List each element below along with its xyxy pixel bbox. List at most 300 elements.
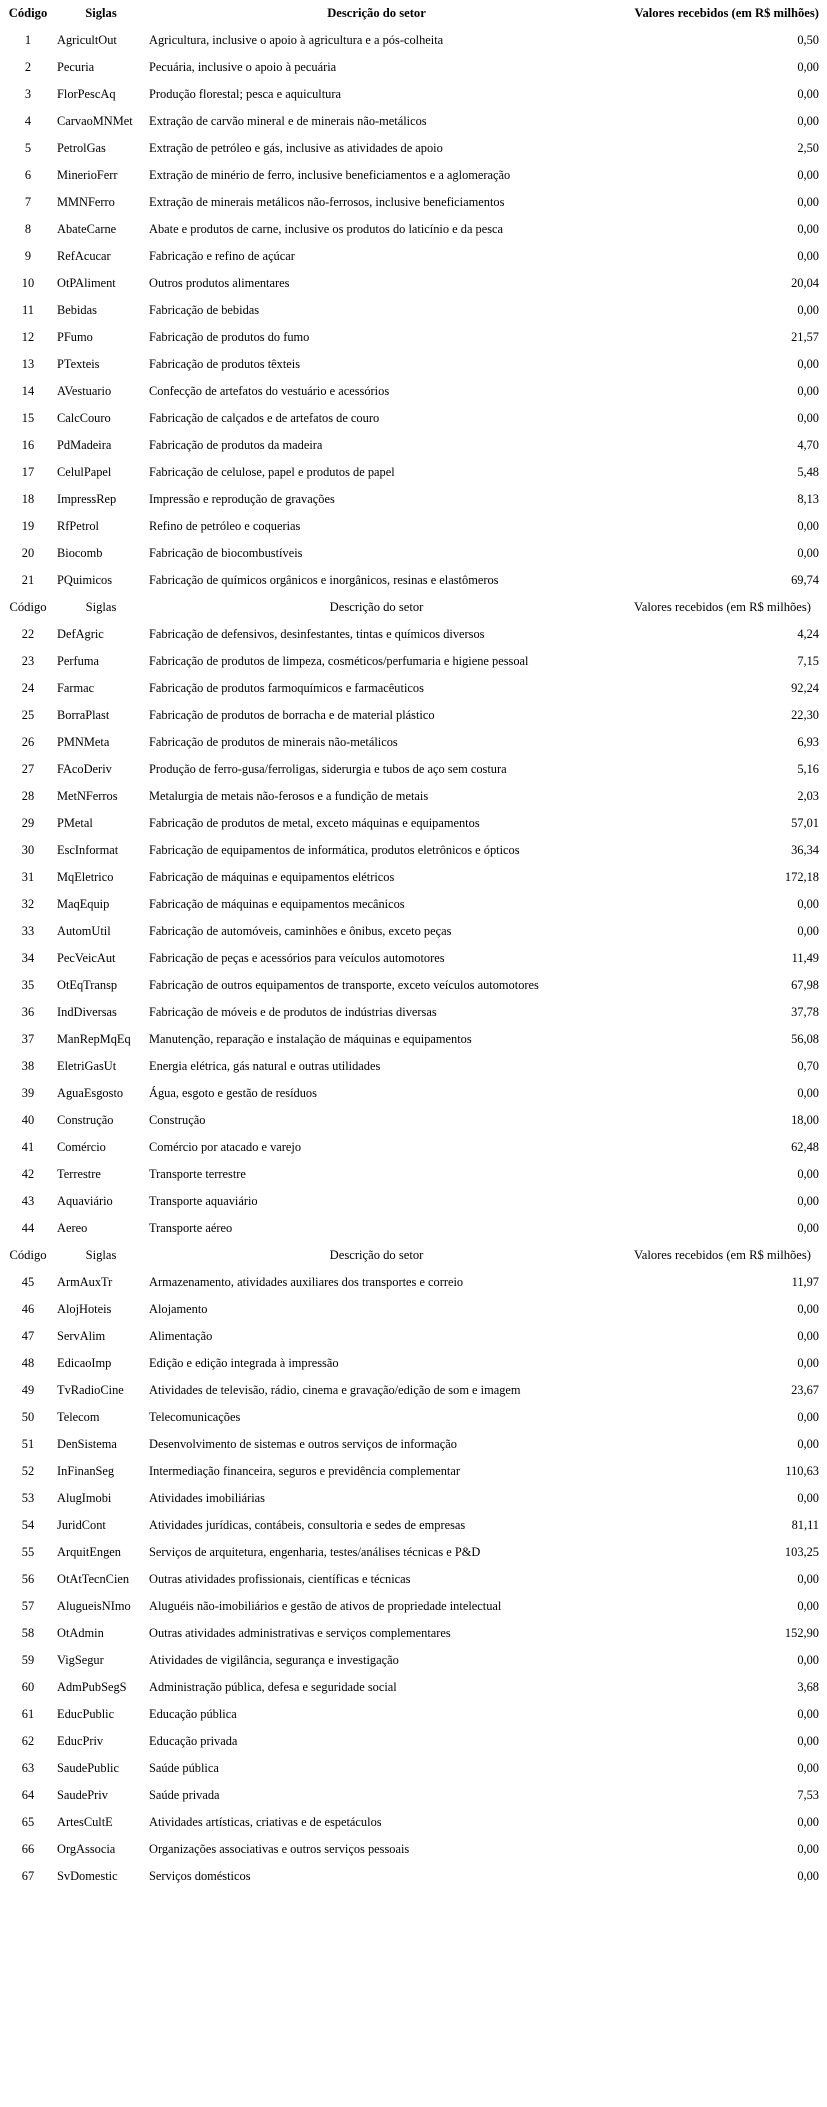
cell-value: 0,00 <box>797 1842 819 1856</box>
cell-description: Extração de petróleo e gás, inclusive as atividades de apoio <box>149 141 443 155</box>
cell-description: Fabricação de peças e acessórios para veículos automotores <box>149 951 445 965</box>
cell-code: 53 <box>21 1491 35 1505</box>
cell-description: Fabricação de móveis e de produtos de indústrias diversas <box>149 1005 437 1019</box>
table-row <box>0 1701 827 1728</box>
cell-description: Pecuária, inclusive o apoio à pecuária <box>149 60 337 74</box>
cell-description: Desenvolvimento de sistemas e outros serviços de informação <box>149 1437 457 1451</box>
cell-description: Alojamento <box>149 1302 208 1316</box>
cell-value: 5,16 <box>797 762 819 776</box>
cell-value: 0,00 <box>797 303 819 317</box>
cell-sigla: PetrolGas <box>57 141 106 155</box>
cell-code: 2 <box>24 60 32 74</box>
cell-value: 4,24 <box>797 627 819 641</box>
table-header-row <box>0 0 827 27</box>
cell-description: Extração de carvão mineral e de minerais não-metálicos <box>149 114 427 128</box>
cell-description: Saúde privada <box>149 1788 220 1802</box>
cell-value: 7,53 <box>797 1788 819 1802</box>
table-row <box>0 702 827 729</box>
table-row <box>0 783 827 810</box>
cell-description: Fabricação de produtos têxteis <box>149 357 301 371</box>
cell-description: Fabricação de calçados e de artefatos de couro <box>149 411 380 425</box>
cell-value: 0,00 <box>797 1572 819 1586</box>
cell-code: 15 <box>21 411 35 425</box>
cell-value: 3,68 <box>797 1680 819 1694</box>
cell-value: 2,03 <box>797 789 819 803</box>
cell-sigla: AguaEsgosto <box>57 1086 124 1100</box>
cell-description: Manutenção, reparação e instalação de máquinas e equipamentos <box>149 1032 472 1046</box>
cell-value: 0,00 <box>797 87 819 101</box>
cell-value: 21,57 <box>791 330 819 344</box>
cell-value: 0,00 <box>797 1761 819 1775</box>
cell-description: Metalurgia de metais não-ferosos e a fundição de metais <box>149 789 429 803</box>
cell-description: Abate e produtos de carne, inclusive os produtos do laticínio e da pesca <box>149 222 504 236</box>
cell-code: 26 <box>21 735 35 749</box>
cell-description: Fabricação de produtos da madeira <box>149 438 323 452</box>
cell-description: Fabricação de produtos de metal, exceto máquinas e equipamentos <box>149 816 480 830</box>
cell-value: 56,08 <box>791 1032 819 1046</box>
cell-value: 0,00 <box>797 1707 819 1721</box>
cell-value: 0,00 <box>797 1302 819 1316</box>
cell-sigla: ServAlim <box>57 1329 106 1343</box>
cell-sigla: ArmAuxTr <box>57 1275 113 1289</box>
cell-description: Transporte aquaviário <box>149 1194 258 1208</box>
cell-value: 37,78 <box>791 1005 819 1019</box>
table-row <box>0 1134 827 1161</box>
cell-value: 0,00 <box>797 411 819 425</box>
cell-code: 36 <box>21 1005 35 1019</box>
cell-sigla: FAcoDeriv <box>57 762 112 776</box>
cell-sigla: AutomUtil <box>57 924 111 938</box>
cell-sigla: AbateCarne <box>57 222 117 236</box>
cell-code: 22 <box>21 627 35 641</box>
cell-code: 3 <box>24 87 32 101</box>
cell-code: 29 <box>21 816 35 830</box>
header-description: Descrição do setor <box>329 600 424 614</box>
cell-sigla: OtAdmin <box>57 1626 104 1640</box>
cell-value: 69,74 <box>791 573 819 587</box>
cell-description: Fabricação de máquinas e equipamentos mecânicos <box>149 897 405 911</box>
cell-value: 0,00 <box>797 1221 819 1235</box>
cell-code: 14 <box>21 384 35 398</box>
cell-code: 16 <box>21 438 35 452</box>
cell-value: 92,24 <box>791 681 819 695</box>
cell-code: 50 <box>21 1410 35 1424</box>
table-row <box>0 270 827 297</box>
cell-sigla: SaudePublic <box>57 1761 119 1775</box>
cell-description: Outras atividades profissionais, científicas e técnicas <box>149 1572 411 1586</box>
cell-sigla: ManRepMqEq <box>57 1032 131 1046</box>
cell-code: 31 <box>21 870 35 884</box>
cell-sigla: Comércio <box>57 1140 106 1154</box>
cell-code: 45 <box>21 1275 35 1289</box>
cell-sigla: SaudePriv <box>57 1788 108 1802</box>
cell-value: 0,00 <box>797 1815 819 1829</box>
cell-code: 34 <box>21 951 35 965</box>
cell-value: 0,00 <box>797 195 819 209</box>
cell-value: 0,00 <box>797 1167 819 1181</box>
table-row <box>0 1647 827 1674</box>
cell-sigla: DenSistema <box>57 1437 117 1451</box>
header-code: Código <box>9 1248 47 1262</box>
cell-sigla: DefAgric <box>57 627 104 641</box>
table-row <box>0 1404 827 1431</box>
cell-description: Impressão e reprodução de gravações <box>149 492 335 506</box>
table-row <box>0 1323 827 1350</box>
cell-sigla: MMNFerro <box>57 195 115 209</box>
cell-code: 67 <box>21 1869 35 1883</box>
cell-sigla: MinerioFerr <box>57 168 118 182</box>
table-row <box>0 648 827 675</box>
cell-code: 54 <box>21 1518 35 1532</box>
cell-description: Confecção de artefatos do vestuário e acessórios <box>149 384 390 398</box>
cell-sigla: IndDiversas <box>57 1005 117 1019</box>
cell-description: Agricultura, inclusive o apoio à agricultura e a pós-colheita <box>149 33 444 47</box>
cell-value: 0,00 <box>797 1599 819 1613</box>
cell-sigla: OtEqTransp <box>57 978 118 992</box>
cell-value: 0,00 <box>797 1653 819 1667</box>
cell-description: Fabricação de biocombustíveis <box>149 546 303 560</box>
cell-code: 65 <box>21 1815 35 1829</box>
cell-description: Transporte aéreo <box>149 1221 233 1235</box>
cell-description: Outras atividades administrativas e serviços complementares <box>149 1626 451 1640</box>
cell-value: 62,48 <box>791 1140 819 1154</box>
cell-description: Água, esgoto e gestão de resíduos <box>149 1086 317 1100</box>
cell-code: 43 <box>21 1194 35 1208</box>
cell-description: Construção <box>149 1113 206 1127</box>
cell-description: Atividades de vigilância, segurança e investigação <box>149 1653 399 1667</box>
header-value: Valores recebidos (em R$ milhões) <box>634 6 819 20</box>
cell-sigla: SvDomestic <box>57 1869 118 1883</box>
cell-value: 36,34 <box>791 843 819 857</box>
table-header-row <box>0 1242 827 1269</box>
cell-description: Fabricação de equipamentos de informática, produtos eletrônicos e ópticos <box>149 843 520 857</box>
table-row <box>0 108 827 135</box>
cell-sigla: CarvaoMNMet <box>57 114 133 128</box>
cell-value: 0,00 <box>797 357 819 371</box>
cell-code: 30 <box>21 843 35 857</box>
cell-description: Comércio por atacado e varejo <box>149 1140 302 1154</box>
cell-value: 0,00 <box>797 1491 819 1505</box>
cell-description: Edição e edição integrada à impressão <box>149 1356 339 1370</box>
table-row <box>0 81 827 108</box>
cell-code: 51 <box>21 1437 35 1451</box>
cell-description: Refino de petróleo e coquerias <box>149 519 301 533</box>
table-row <box>0 1485 827 1512</box>
cell-code: 9 <box>24 249 32 263</box>
cell-value: 0,00 <box>797 1086 819 1100</box>
cell-description: Atividades imobiliárias <box>149 1491 265 1505</box>
table-row <box>0 1188 827 1215</box>
table-row <box>0 1593 827 1620</box>
cell-value: 172,18 <box>784 870 819 884</box>
table-row <box>0 972 827 999</box>
cell-value: 0,00 <box>797 222 819 236</box>
cell-code: 12 <box>21 330 35 344</box>
cell-description: Extração de minério de ferro, inclusive beneficiamentos e a aglomeração <box>149 168 511 182</box>
cell-description: Educação privada <box>149 1734 238 1748</box>
table-row <box>0 1431 827 1458</box>
cell-value: 11,97 <box>791 1275 819 1289</box>
cell-description: Fabricação de produtos farmoquímicos e farmacêuticos <box>149 681 424 695</box>
table-row <box>0 1377 827 1404</box>
cell-code: 13 <box>21 357 35 371</box>
cell-sigla: AlugueisNImo <box>57 1599 131 1613</box>
cell-code: 4 <box>24 114 32 128</box>
cell-sigla: Pecuria <box>57 60 95 74</box>
cell-description: Outros produtos alimentares <box>149 276 290 290</box>
cell-description: Fabricação de produtos de limpeza, cosméticos/perfumaria e higiene pessoal <box>149 654 529 668</box>
cell-description: Educação pública <box>149 1707 237 1721</box>
cell-value: 152,90 <box>784 1626 819 1640</box>
cell-value: 4,70 <box>797 438 819 452</box>
cell-value: 57,01 <box>791 816 819 830</box>
cell-value: 81,11 <box>791 1518 819 1532</box>
cell-code: 10 <box>21 276 35 290</box>
cell-code: 42 <box>21 1167 35 1181</box>
cell-sigla: PMetal <box>57 816 93 830</box>
cell-sigla: ImpressRep <box>57 492 117 506</box>
cell-value: 0,00 <box>797 384 819 398</box>
table-row <box>0 1782 827 1809</box>
cell-code: 21 <box>21 573 35 587</box>
cell-description: Fabricação de produtos de borracha e de material plástico <box>149 708 435 722</box>
cell-description: Fabricação de bebidas <box>149 303 260 317</box>
cell-sigla: PTexteis <box>57 357 100 371</box>
cell-sigla: BorraPlast <box>57 708 110 722</box>
cell-sigla: OrgAssocia <box>57 1842 116 1856</box>
cell-value: 0,00 <box>797 1194 819 1208</box>
cell-code: 55 <box>21 1545 35 1559</box>
cell-code: 20 <box>21 546 35 560</box>
cell-code: 35 <box>21 978 35 992</box>
cell-description: Extração de minerais metálicos não-ferrosos, inclusive beneficiamentos <box>149 195 505 209</box>
cell-value: 0,50 <box>797 33 819 47</box>
table-row <box>0 405 827 432</box>
cell-value: 7,15 <box>797 654 819 668</box>
cell-code: 60 <box>21 1680 35 1694</box>
cell-sigla: ArquitEngen <box>57 1545 122 1559</box>
cell-sigla: MetNFerros <box>57 789 118 803</box>
cell-description: Organizações associativas e outros serviços pessoais <box>149 1842 410 1856</box>
cell-code: 25 <box>21 708 35 722</box>
table-row <box>0 54 827 81</box>
table-row <box>0 1836 827 1863</box>
cell-code: 18 <box>21 492 35 506</box>
cell-value: 8,13 <box>797 492 819 506</box>
table-row <box>0 513 827 540</box>
cell-code: 23 <box>21 654 35 668</box>
cell-code: 62 <box>21 1734 35 1748</box>
cell-value: 0,00 <box>797 1329 819 1343</box>
cell-value: 0,00 <box>797 924 819 938</box>
cell-description: Administração pública, defesa e seguridade social <box>149 1680 397 1694</box>
cell-value: 22,30 <box>791 708 819 722</box>
cell-code: 58 <box>21 1626 35 1640</box>
header-value: Valores recebidos (em R$ milhões) <box>634 600 811 614</box>
table-row <box>0 243 827 270</box>
cell-description: Telecomunicações <box>149 1410 241 1424</box>
table-row <box>0 729 827 756</box>
cell-code: 48 <box>21 1356 35 1370</box>
cell-description: Aluguéis não-imobiliários e gestão de ativos de propriedade intelectual <box>149 1599 502 1613</box>
table-row <box>0 27 827 54</box>
cell-code: 19 <box>21 519 35 533</box>
cell-value: 103,25 <box>784 1545 819 1559</box>
table-row <box>0 216 827 243</box>
cell-sigla: Aereo <box>57 1221 88 1235</box>
cell-sigla: RfPetrol <box>57 519 99 533</box>
cell-code: 49 <box>21 1383 35 1397</box>
cell-code: 46 <box>21 1302 35 1316</box>
cell-value: 0,00 <box>797 1869 819 1883</box>
cell-value: 0,00 <box>797 1734 819 1748</box>
cell-value: 0,00 <box>797 1410 819 1424</box>
cell-description: Atividades de televisão, rádio, cinema e gravação/edição de som e imagem <box>149 1383 521 1397</box>
table-row <box>0 1620 827 1647</box>
cell-value: 0,00 <box>797 897 819 911</box>
table-row <box>0 351 827 378</box>
table-row <box>0 1458 827 1485</box>
cell-value: 5,48 <box>797 465 819 479</box>
cell-sigla: MqEletrico <box>57 870 114 884</box>
cell-sigla: CalcCouro <box>57 411 111 425</box>
table-row <box>0 891 827 918</box>
header-sigla: Siglas <box>85 6 117 20</box>
table-row <box>0 810 827 837</box>
table-row <box>0 1080 827 1107</box>
cell-code: 59 <box>21 1653 35 1667</box>
table-row <box>0 1350 827 1377</box>
header-description: Descrição do setor <box>329 1248 424 1262</box>
cell-value: 2,50 <box>797 141 819 155</box>
table-row <box>0 432 827 459</box>
cell-code: 17 <box>21 465 35 479</box>
table-row <box>0 999 827 1026</box>
cell-code: 37 <box>21 1032 35 1046</box>
cell-value: 0,70 <box>797 1059 819 1073</box>
cell-code: 52 <box>21 1464 35 1478</box>
cell-code: 41 <box>21 1140 35 1154</box>
table-row <box>0 297 827 324</box>
cell-sigla: InFinanSeg <box>57 1464 115 1478</box>
cell-description: Fabricação de defensivos, desinfestantes, tintas e químicos diversos <box>149 627 485 641</box>
cell-sigla: AlojHoteis <box>57 1302 112 1316</box>
cell-description: Serviços de arquitetura, engenharia, testes/análises técnicas e P&D <box>149 1545 481 1559</box>
cell-code: 28 <box>21 789 35 803</box>
cell-sigla: Biocomb <box>57 546 103 560</box>
cell-sigla: Bebidas <box>57 303 97 317</box>
cell-code: 57 <box>21 1599 35 1613</box>
table-row <box>0 1269 827 1296</box>
table-row <box>0 540 827 567</box>
cell-code: 5 <box>24 141 32 155</box>
cell-sigla: EducPriv <box>57 1734 104 1748</box>
cell-value: 0,00 <box>797 1437 819 1451</box>
cell-code: 63 <box>21 1761 35 1775</box>
cell-description: Energia elétrica, gás natural e outras utilidades <box>149 1059 381 1073</box>
cell-sigla: AVestuario <box>57 384 112 398</box>
cell-value: 11,49 <box>791 951 819 965</box>
cell-description: Produção florestal; pesca e aquicultura <box>149 87 341 101</box>
cell-code: 40 <box>21 1113 35 1127</box>
cell-description: Atividades artísticas, criativas e de espetáculos <box>149 1815 382 1829</box>
cell-sigla: PMNMeta <box>57 735 110 749</box>
cell-description: Serviços domésticos <box>149 1869 251 1883</box>
cell-code: 8 <box>24 222 32 236</box>
table-row <box>0 135 827 162</box>
cell-description: Fabricação de produtos do fumo <box>149 330 310 344</box>
cell-code: 39 <box>21 1086 35 1100</box>
cell-value: 110,63 <box>785 1464 819 1478</box>
cell-description: Produção de ferro-gusa/ferroligas, siderurgia e tubos de aço sem costura <box>149 762 507 776</box>
cell-sigla: VigSegur <box>57 1653 104 1667</box>
table-row <box>0 1728 827 1755</box>
cell-value: 20,04 <box>791 276 819 290</box>
cell-value: 23,67 <box>791 1383 819 1397</box>
header-code: Código <box>9 600 47 614</box>
table-row <box>0 1215 827 1242</box>
cell-description: Alimentação <box>149 1329 213 1343</box>
cell-sigla: OtPAliment <box>57 276 116 290</box>
cell-code: 1 <box>24 33 32 47</box>
cell-code: 44 <box>21 1221 35 1235</box>
table-row <box>0 1053 827 1080</box>
cell-sigla: PdMadeira <box>57 438 112 452</box>
cell-description: Fabricação e refino de açúcar <box>149 249 295 263</box>
table-row <box>0 756 827 783</box>
cell-sigla: EdicaoImp <box>57 1356 112 1370</box>
table-row <box>0 1566 827 1593</box>
cell-code: 64 <box>21 1788 35 1802</box>
cell-value: 0,00 <box>797 1356 819 1370</box>
table-row <box>0 1539 827 1566</box>
cell-description: Fabricação de máquinas e equipamentos elétricos <box>149 870 395 884</box>
cell-value: 0,00 <box>797 114 819 128</box>
cell-sigla: TvRadioCine <box>57 1383 124 1397</box>
header-description: Descrição do setor <box>327 6 426 20</box>
cell-sigla: Farmac <box>57 681 95 695</box>
table-row <box>0 1026 827 1053</box>
cell-description: Saúde pública <box>149 1761 219 1775</box>
cell-code: 7 <box>24 195 32 209</box>
table-row <box>0 567 827 594</box>
table-row <box>0 621 827 648</box>
cell-sigla: EscInformat <box>57 843 119 857</box>
table-row <box>0 486 827 513</box>
cell-value: 67,98 <box>791 978 819 992</box>
table-row <box>0 1863 827 1890</box>
cell-value: 6,93 <box>797 735 819 749</box>
cell-code: 66 <box>21 1842 35 1856</box>
table-row <box>0 1755 827 1782</box>
cell-description: Fabricação de químicos orgânicos e inorgânicos, resinas e elastômeros <box>149 573 499 587</box>
table-row <box>0 378 827 405</box>
cell-sigla: OtAtTecnCien <box>57 1572 130 1586</box>
cell-value: 0,00 <box>797 519 819 533</box>
cell-sigla: AdmPubSegS <box>57 1680 127 1694</box>
table-header-row <box>0 594 827 621</box>
cell-sigla: Perfuma <box>57 654 99 668</box>
cell-code: 11 <box>22 303 34 317</box>
table-row <box>0 675 827 702</box>
cell-sigla: PQuimicos <box>57 573 113 587</box>
cell-value: 0,00 <box>797 168 819 182</box>
cell-code: 27 <box>21 762 35 776</box>
table-row <box>0 945 827 972</box>
cell-sigla: Telecom <box>57 1410 100 1424</box>
cell-value: 0,00 <box>797 60 819 74</box>
cell-sigla: EletriGasUt <box>57 1059 117 1073</box>
